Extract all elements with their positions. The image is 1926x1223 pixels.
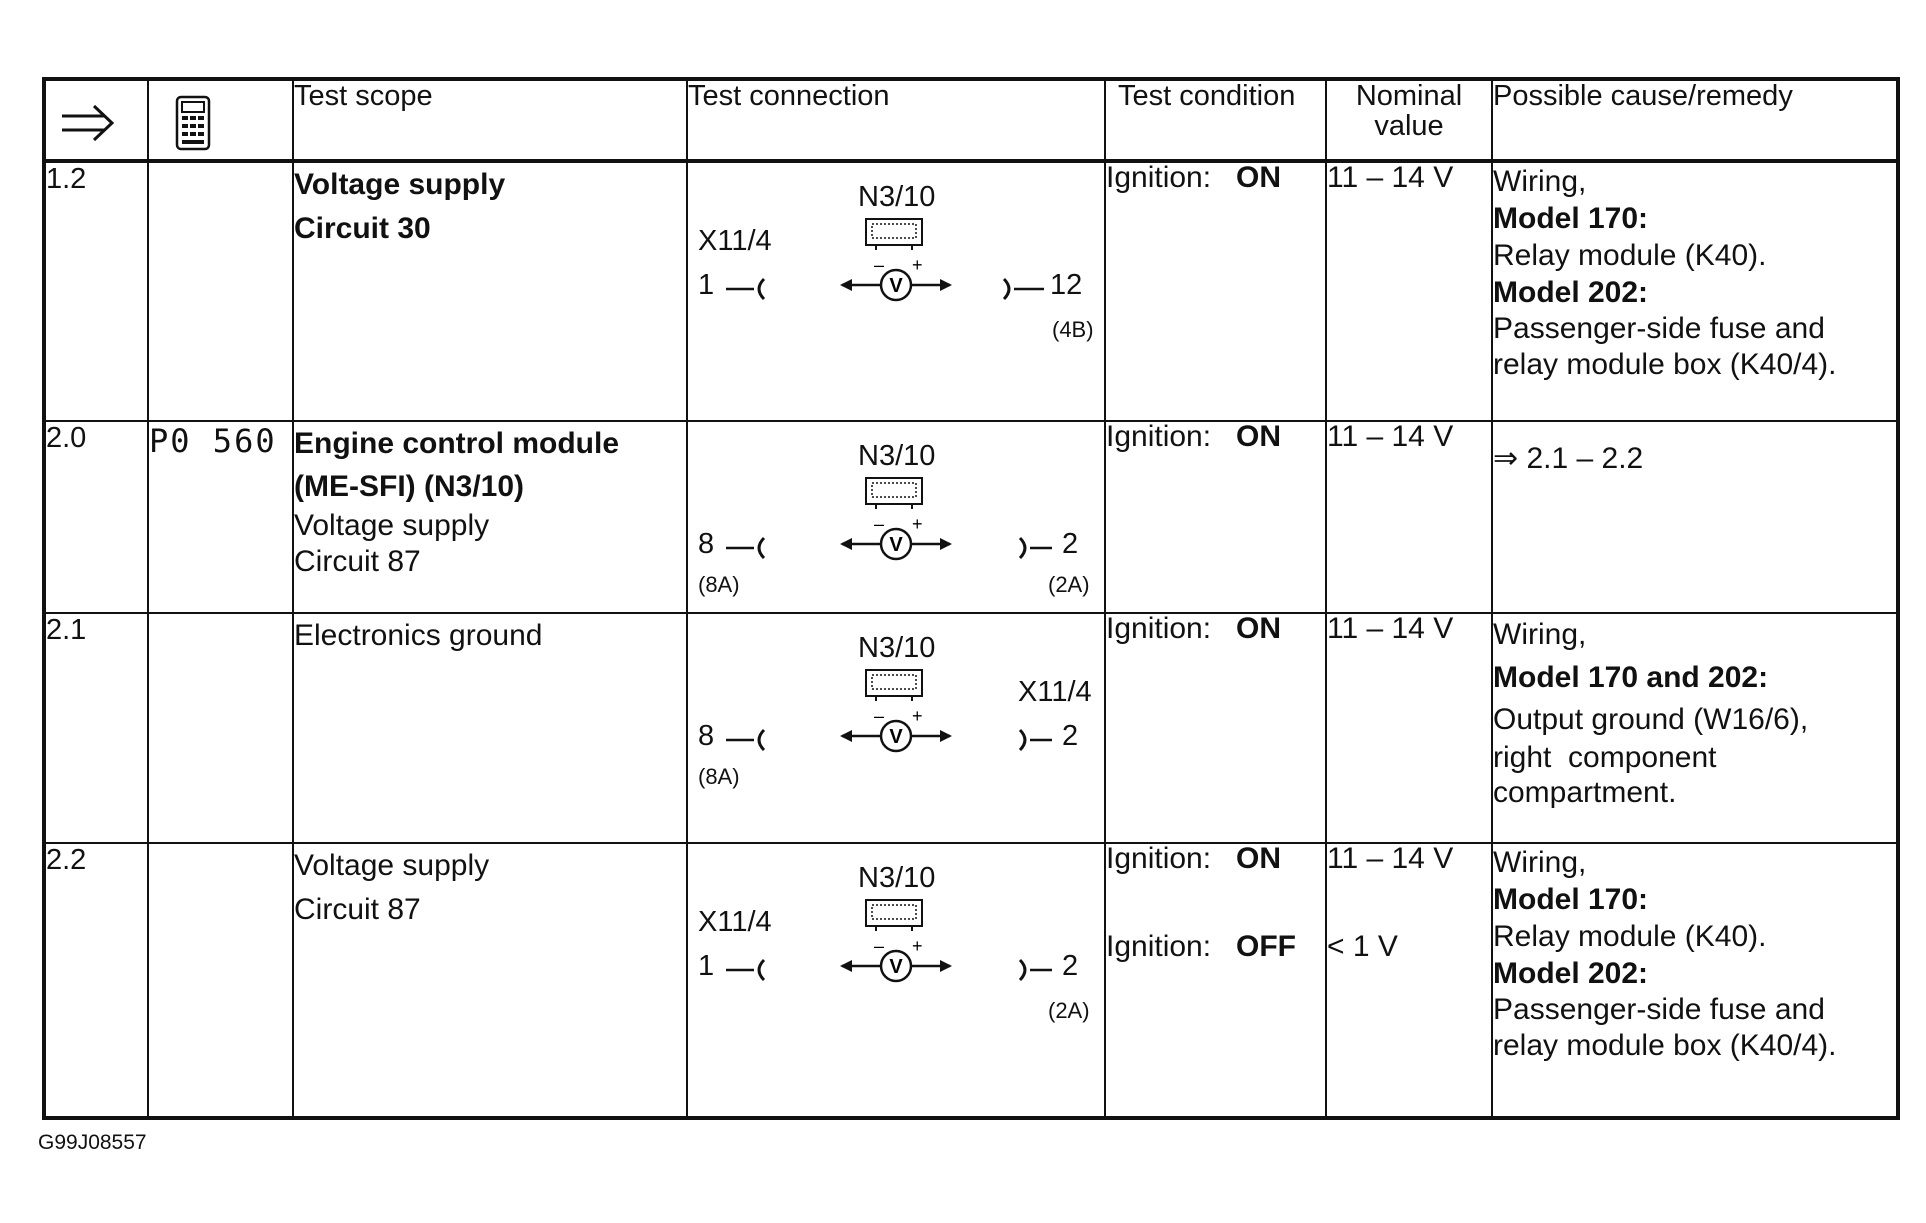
table-row [44, 843, 1898, 1118]
condition-state: ON [1236, 842, 1281, 875]
scope-line: Circuit 87 [294, 545, 421, 578]
condition-label: Ignition: [1106, 842, 1212, 875]
test-condition-cell [1105, 613, 1326, 843]
connection-diagram [688, 163, 1104, 420]
condition-label: Ignition: [1106, 612, 1212, 645]
remedy-line: Model 202: [1493, 276, 1649, 309]
test-table [42, 77, 1900, 1120]
remedy-cell: ⇒ 2.1 – 2.2 [1492, 421, 1898, 613]
left-pin: 8 [698, 720, 715, 752]
remedy-line: relay module box (K40/4). [1493, 1029, 1837, 1062]
dtc-cell [148, 161, 293, 421]
left-probe-icon [724, 726, 772, 754]
remedy-cell [1492, 843, 1898, 1118]
right-sub-label: (4B) [1052, 317, 1094, 342]
test-connection-cell [687, 843, 1105, 1118]
remedy-line: Passenger-side fuse and [1493, 312, 1825, 345]
svg-text:+: + [912, 938, 923, 956]
figure-code: G99J08557 [38, 1131, 147, 1154]
remedy-cell [1492, 161, 1898, 421]
dtc-cell [148, 613, 293, 843]
remedy-line: Model 202: [1493, 957, 1649, 990]
scope-line: Engine control module [294, 427, 620, 460]
connection-diagram [688, 614, 1104, 842]
condition-label: Ignition: [1106, 930, 1212, 963]
scope-line: Circuit 30 [294, 212, 431, 245]
header-possible-cause: Possible cause/remedy [1492, 79, 1898, 161]
scope-line: Voltage supply [294, 849, 490, 882]
scope-line: Voltage supply [294, 168, 506, 201]
double-arrow-icon [60, 103, 116, 143]
table-row [44, 161, 1898, 421]
right-probe-icon [998, 275, 1046, 303]
right-pin: 12 [1050, 269, 1083, 301]
right-sub-label: (2A) [1048, 572, 1090, 597]
test-connection-cell [687, 613, 1105, 843]
svg-text:+: + [912, 257, 923, 275]
right-probe-icon [1014, 726, 1054, 754]
left-probe-icon [724, 534, 772, 562]
left-pin: 1 [698, 269, 715, 301]
scope-line: Circuit 87 [294, 893, 421, 926]
header-nominal-line1: Nominal [1355, 80, 1463, 112]
condition-state: ON [1236, 420, 1281, 453]
svg-text:+: + [912, 516, 923, 534]
remedy-line: Wiring, [1493, 165, 1587, 198]
remedy-line: Relay module (K40). [1493, 239, 1767, 272]
svg-text:–: – [874, 708, 885, 726]
connection-diagram [688, 422, 1104, 612]
voltmeter-icon [838, 938, 954, 984]
remedy-line: Model 170 and 202: [1493, 661, 1769, 694]
right-pin: 2 [1062, 950, 1079, 982]
scope-line: (ME-SFI) (N3/10) [294, 470, 525, 503]
control-module-icon [862, 668, 926, 702]
dtc-cell [148, 843, 293, 1118]
header-test-connection: Test connection [687, 79, 1105, 161]
condition-label: Ignition: [1106, 420, 1212, 453]
condition-line [1106, 932, 1325, 962]
condition-state: OFF [1236, 930, 1296, 963]
header-nominal-line2: value [1374, 110, 1444, 142]
connector-label: X11/4 [698, 225, 772, 257]
remedy-line: Model 170: [1493, 202, 1649, 235]
voltmeter-icon [838, 708, 954, 754]
test-condition-cell [1105, 161, 1326, 421]
remedy-line: Model 170: [1493, 883, 1649, 916]
svg-text:V: V [889, 956, 903, 978]
row-number: 2.1 [44, 613, 148, 843]
control-module-icon [862, 476, 926, 510]
module-label: N3/10 [858, 632, 936, 664]
svg-text:V: V [889, 275, 903, 297]
svg-text:–: – [874, 257, 885, 275]
remedy-line: Relay module (K40). [1493, 920, 1767, 953]
left-probe-icon [724, 956, 772, 984]
right-probe-icon [1014, 956, 1054, 984]
module-label: N3/10 [858, 440, 936, 472]
right-sub-label: (2A) [1048, 998, 1090, 1023]
nominal-value-cell: 11 – 14 V [1326, 613, 1492, 843]
nominal-value: < 1 V [1327, 930, 1398, 963]
svg-text:–: – [874, 516, 885, 534]
control-module-icon [862, 217, 926, 251]
remedy-line: Passenger-side fuse and [1493, 993, 1825, 1026]
nominal-value-cell: 11 – 14 V [1326, 161, 1492, 421]
left-probe-icon [724, 275, 772, 303]
svg-text:–: – [874, 938, 885, 956]
row-number: 1.2 [44, 161, 148, 421]
header-tester-cell [148, 79, 293, 161]
scope-line: Electronics ground [294, 619, 543, 652]
test-scope-cell [293, 843, 687, 1118]
header-row [44, 79, 1898, 161]
right-pin: 2 [1062, 720, 1079, 752]
condition-state: ON [1236, 161, 1281, 194]
row-number: 2.2 [44, 843, 148, 1118]
left-pin: 1 [698, 950, 715, 982]
test-condition-cell [1105, 843, 1326, 1118]
header-arrow-cell [44, 79, 148, 161]
test-scope-cell [293, 161, 687, 421]
test-condition-cell [1105, 421, 1326, 613]
header-test-condition: Test condition [1105, 79, 1326, 161]
remedy-line: Output ground (W16/6), [1493, 703, 1809, 736]
module-label: N3/10 [858, 181, 936, 213]
header-nominal-value [1326, 79, 1492, 161]
module-label: N3/10 [858, 862, 936, 894]
dtc-code: P0 560 [148, 421, 293, 613]
table-row [44, 613, 1898, 843]
remedy-cell [1492, 613, 1898, 843]
left-sub-label: (8A) [698, 572, 740, 597]
connector-label: X11/4 [1018, 676, 1092, 708]
svg-text:V: V [889, 726, 903, 748]
svg-text:V: V [889, 534, 903, 556]
test-scope-cell [293, 421, 687, 613]
remedy-line: Wiring, [1493, 846, 1587, 879]
right-pin: 2 [1062, 528, 1079, 560]
header-test-scope: Test scope [293, 79, 687, 161]
condition-line [1106, 844, 1325, 874]
connector-label: X11/4 [698, 906, 772, 938]
remedy-line: Wiring, [1493, 618, 1587, 651]
condition-state: ON [1236, 612, 1281, 645]
row-number: 2.0 [44, 421, 148, 613]
connection-diagram [688, 844, 1104, 1116]
control-module-icon [862, 898, 926, 932]
right-probe-icon [1014, 534, 1054, 562]
test-connection-cell [687, 421, 1105, 613]
tester-icon [175, 95, 211, 151]
remedy-line: compartment. [1493, 776, 1677, 809]
left-pin: 8 [698, 528, 715, 560]
table-row [44, 421, 1898, 613]
svg-text:+: + [912, 708, 923, 726]
nominal-value: 11 – 14 V [1327, 842, 1454, 875]
test-connection-cell [687, 161, 1105, 421]
left-sub-label: (8A) [698, 764, 740, 789]
scope-line: Voltage supply [294, 509, 490, 542]
condition-label: Ignition: [1106, 161, 1212, 194]
voltmeter-icon [838, 516, 954, 562]
nominal-value-cell [1326, 843, 1492, 1118]
remedy-line: relay module box (K40/4). [1493, 348, 1837, 381]
voltmeter-icon [838, 257, 954, 303]
remedy-line: right component [1493, 741, 1717, 774]
test-scope-cell [293, 613, 687, 843]
nominal-value-cell: 11 – 14 V [1326, 421, 1492, 613]
